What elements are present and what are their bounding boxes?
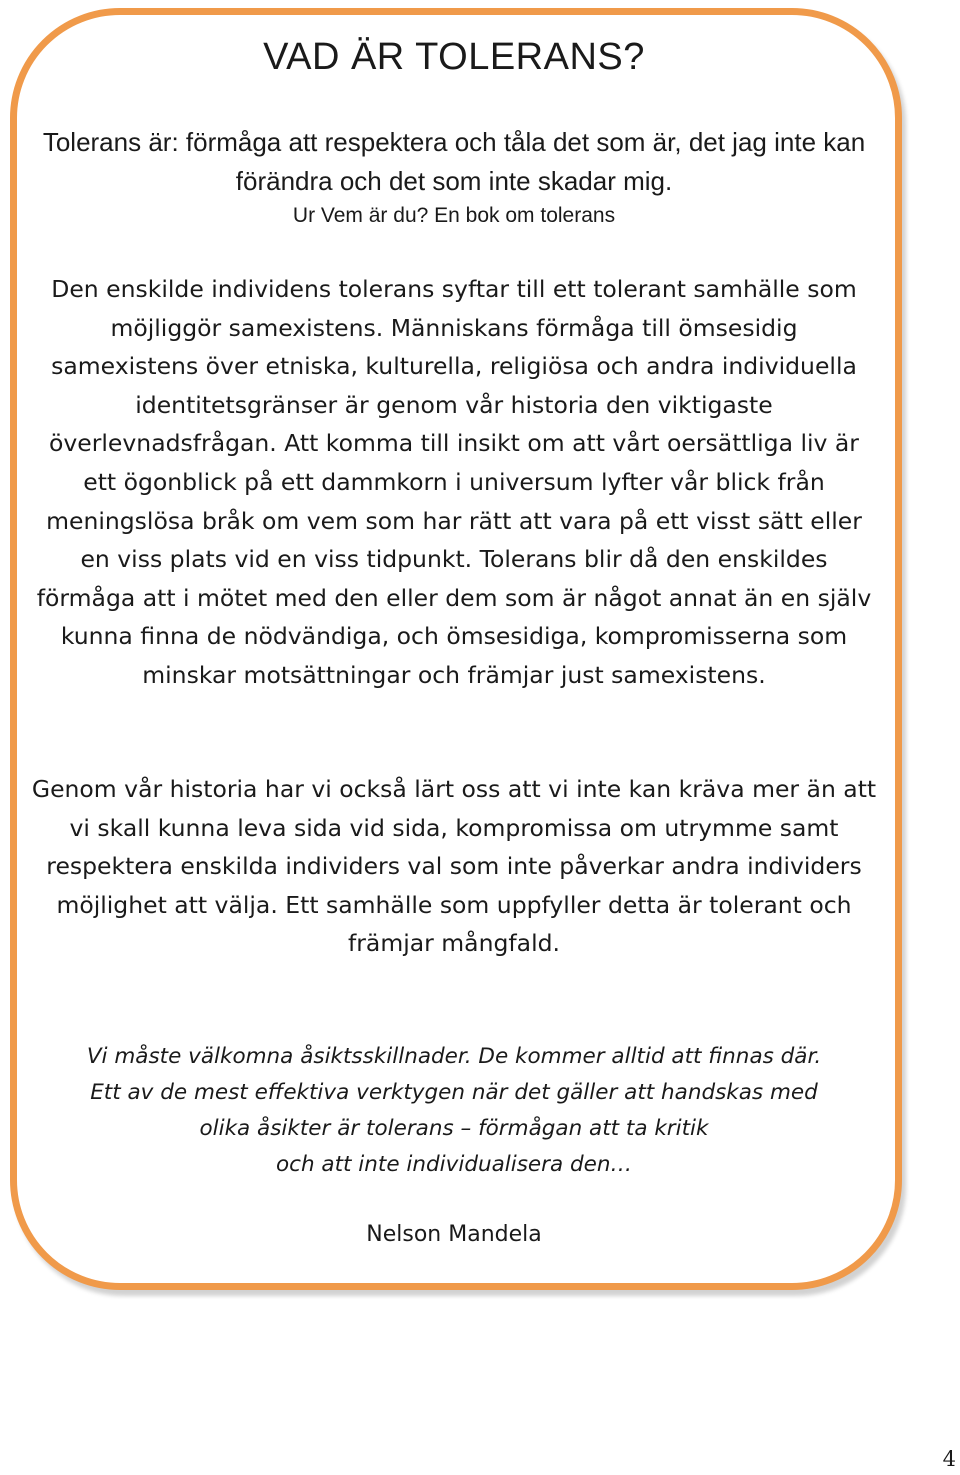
quote-line: Vi måste välkomna åsiktsskillnader. De kommer alltid att finnas där.	[86, 1044, 822, 1069]
page-title: VAD ÄR TOLERANS?	[263, 36, 645, 78]
quote-line: olika åsikter är tolerans – förmågan att ta kritik	[199, 1116, 709, 1141]
quote-line: och att inte individualisera den…	[276, 1152, 632, 1177]
page-number: 4	[942, 1447, 956, 1471]
body-paragraph-1: Den enskilde individens tolerans syftar till ett tolerant samhälle som möjliggör samexistens. Människans förmåga till ömsesidig samexistens över etniska, kulturella, religiösa och andra individuella identitetsgränser är genom vår historia den viktigaste överlevnadsfrågan. Att komma till insikt om att vårt oersättliga liv är ett ögonblick på ett dammkorn i universum lyfter vår blick från meningslösa bråk om vem som har rätt att vara på ett visst sätt eller en viss plats vid en viss tidpunkt. Tolerans blir då den enskildes förmåga att i mötet med den eller dem som är något annat än en själv kunna finna de nödvändiga, och ömsesidiga, kompromisserna som minskar motsättningar och främjar just samexistens.	[36, 275, 872, 689]
quote-line: Ett av de mest effektiva verktygen när det gäller att handskas med	[90, 1080, 818, 1105]
body-paragraph-2: Genom vår historia har vi också lärt oss att vi inte kan kräva mer än att vi skall kunna leva sida vid sida, kompromissa om utrymme samt respektera enskilda individers val som inte påverkar andra individers möjlighet att välja. Ett samhälle som uppfyller detta är tolerant och främjar mångfald.	[31, 775, 877, 958]
mandela-quote	[30, 1039, 878, 1183]
definition-source: Ur Vem är du? En bok om tolerans	[292, 204, 616, 227]
tolerance-definition: Tolerans är: förmåga att respektera och tåla det som är, det jag inte kan förändra och det som inte skadar mig.	[42, 127, 866, 196]
quote-author: Nelson Mandela	[366, 1222, 542, 1247]
